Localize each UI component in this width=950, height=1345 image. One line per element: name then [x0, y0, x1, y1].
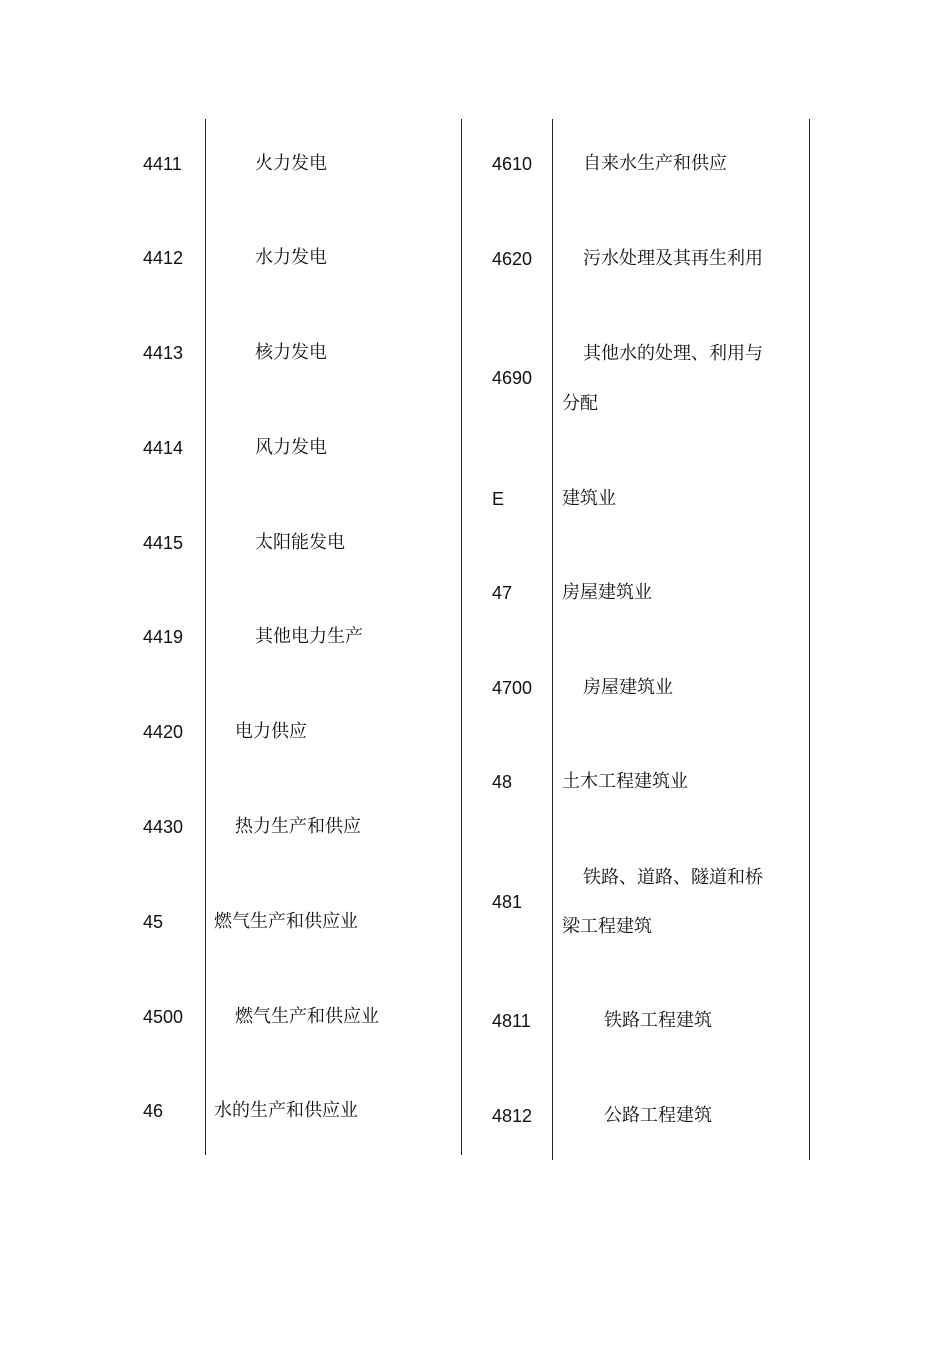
industry-code: 4430	[143, 817, 184, 837]
industry-name-line2: 梁工程建筑	[562, 916, 652, 937]
industry-name: 其他电力生产	[255, 626, 363, 647]
industry-name: 燃气生产和供应业	[235, 1006, 379, 1027]
industry-name: 热力生产和供应	[235, 816, 361, 837]
industry-name: 房屋建筑业	[583, 677, 673, 698]
right-table-border	[809, 119, 810, 1160]
industry-name: 房屋建筑业	[562, 582, 652, 603]
industry-name: 水力发电	[255, 247, 327, 268]
industry-name: 核力发电	[255, 342, 327, 363]
industry-code: 46	[143, 1101, 164, 1121]
industry-name: 公路工程建筑	[604, 1105, 712, 1126]
industry-name-line1: 铁路、道路、隧道和桥	[583, 867, 763, 888]
industry-name-line2: 分配	[562, 393, 598, 414]
left-column-separator	[205, 119, 206, 1155]
industry-code: 4419	[143, 627, 184, 647]
industry-name: 污水处理及其再生利用	[583, 248, 763, 269]
industry-code: 4413	[143, 343, 184, 363]
industry-code: 4412	[143, 248, 184, 268]
industry-code: 4690	[492, 368, 533, 388]
industry-code: E	[492, 489, 505, 509]
right-column-separator	[552, 119, 553, 1160]
industry-code: 4414	[143, 438, 184, 458]
industry-code: 4420	[143, 722, 184, 742]
industry-code: 4812	[492, 1106, 533, 1126]
industry-name: 太阳能发电	[255, 532, 345, 553]
industry-code: 48	[492, 772, 513, 792]
center-table-border	[461, 119, 462, 1155]
industry-name: 建筑业	[562, 488, 616, 509]
industry-name: 火力发电	[255, 153, 327, 174]
industry-code: 481	[492, 892, 523, 912]
industry-name: 燃气生产和供应业	[214, 911, 358, 932]
industry-code: 4610	[492, 154, 533, 174]
industry-name: 电力供应	[235, 721, 307, 742]
industry-code: 47	[492, 583, 513, 603]
industry-name: 土木工程建筑业	[562, 771, 688, 792]
industry-code: 4411	[143, 154, 182, 174]
industry-code: 4500	[143, 1007, 184, 1027]
industry-name: 水的生产和供应业	[214, 1100, 358, 1121]
industry-code: 45	[143, 912, 164, 932]
industry-code: 4620	[492, 249, 533, 269]
industry-name: 风力发电	[255, 437, 327, 458]
industry-name: 自来水生产和供应	[583, 153, 727, 174]
industry-code: 4811	[492, 1011, 531, 1031]
industry-name-line1: 其他水的处理、利用与	[583, 343, 763, 364]
industry-name: 铁路工程建筑	[604, 1010, 712, 1031]
industry-code: 4415	[143, 533, 184, 553]
industry-code: 4700	[492, 678, 533, 698]
